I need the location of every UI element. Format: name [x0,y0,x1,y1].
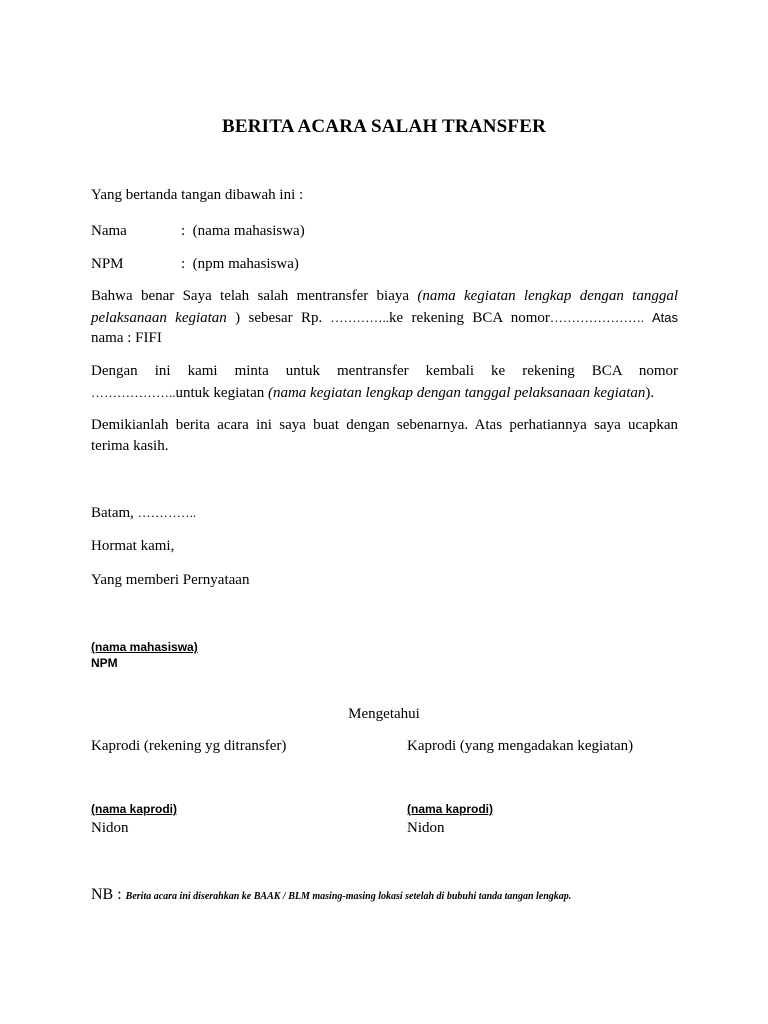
date-dots: ………….. [137,505,197,520]
field-npm-label: NPM [91,256,124,272]
paragraph-2-dots: ……………….. [91,385,176,400]
document-title: BERITA ACARA SALAH TRANSFER [221,116,547,137]
intro-text: Yang bertanda tangan dibawah ini : [91,187,304,203]
place-date [91,504,196,522]
signer-npm: NPM [91,656,118,670]
field-nama [91,222,305,240]
giver-text: Yang memberi Pernyataan [91,572,250,588]
paragraph-2-line-1: Dengan ini kami minta untuk mentransfer kembali ke rekening BCA nomor [91,363,678,379]
closing-text: Hormat kami, [91,538,175,554]
paragraph-1-dots-1: ………….. [330,310,390,325]
paragraph-1-text-a: Bahwa benar Saya telah salah mentransfer biaya [91,288,418,304]
paragraph-2-line-2 [91,382,678,404]
paragraph-1-dots-2: …………………. [549,310,652,325]
field-nama-value: (nama mahasiswa) [192,223,305,239]
kaprodi-right-id: Nidon [407,820,445,836]
nb-note [91,886,571,906]
acknowledge-heading: Mengetahui [348,706,420,722]
kaprodi-left-name: (nama kaprodi) [91,802,178,816]
paragraph-1-text-e: ke rekening BCA nomor [389,310,550,326]
paragraph-2-text-c: untuk kegiatan [175,385,268,401]
nb-text: Berita acara ini diserahkan ke BAAK / BLM masing-masing lokasi setelah di bubuhi tanda tangan lengkap. [125,891,572,902]
kaprodi-right-title: Kaprodi (yang mengadakan kegiatan) [407,738,634,754]
paragraph-3: Demikianlah berita acara ini saya buat dengan sebenarnya. Atas perhatiannya saya ucapkan terima kasih. [91,417,678,454]
signer-name: (nama mahasiswa) [91,640,198,654]
place-text: Batam, [91,505,138,521]
field-npm-value: (npm mahasiswa) [192,256,299,272]
field-nama-label: Nama [91,223,127,239]
field-npm-sep: : [181,256,186,272]
paragraph-1-italic: (nama kegiatan lengkap dengan tanggal pelaksanaan kegiatan [91,288,678,326]
paragraph-2-italic: (nama kegiatan lengkap dengan tanggal pelaksanaan kegiatan [267,385,646,401]
field-npm [91,255,299,273]
paragraph-1-text-c: ) sebesar Rp. [226,310,331,326]
kaprodi-left-title: Kaprodi (rekening yg ditransfer) [91,738,287,754]
kaprodi-right-name: (nama kaprodi) [407,802,494,816]
kaprodi-left-id: Nidon [91,820,129,836]
paragraph-1-last-line: nama : FIFI [91,330,162,346]
nb-label: NB : [91,886,126,903]
field-nama-sep: : [181,223,186,239]
paragraph-1-main [91,286,678,328]
paragraph-2 [91,361,678,404]
paragraph-1-atas: Atas [651,310,678,325]
paragraph-2-text-e: ). [645,385,655,401]
